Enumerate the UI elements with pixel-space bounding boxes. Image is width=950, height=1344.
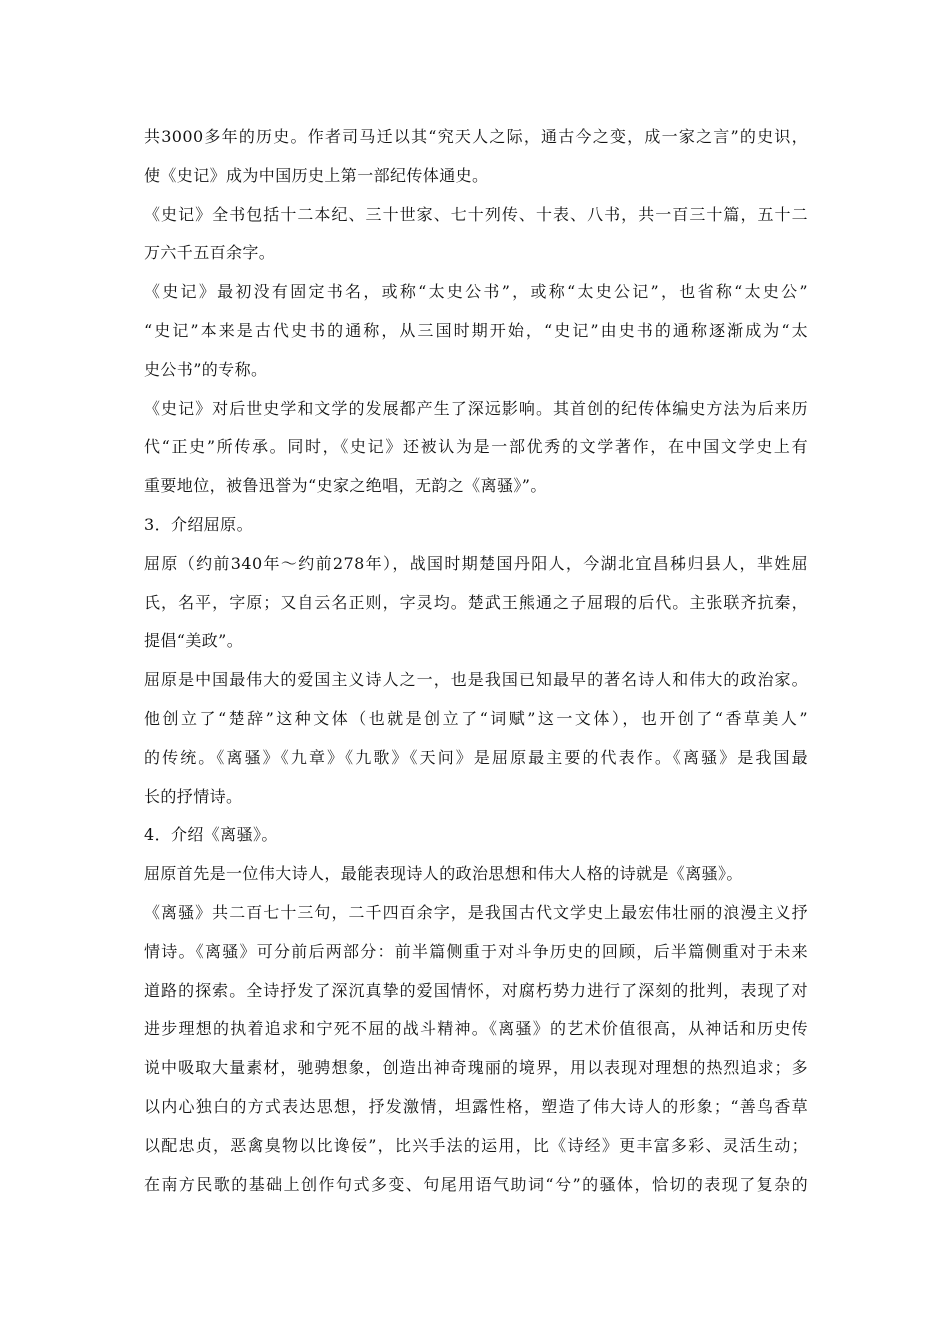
text-line: 屈原是中国最伟大的爱国主义诗人之一，也是我国已知最早的著名诗人和伟大的政治家。 bbox=[144, 670, 808, 690]
document-body bbox=[144, 118, 808, 1204]
text-line: 在南方民歌的基础上创作句式多变、句尾用语气助词“兮”的骚体，恰切的表现了复杂的 bbox=[144, 1174, 808, 1194]
text-line: 的传统。《离骚》《九章》《九歌》《天问》是屈原最主要的代表作。《离骚》是我国最 bbox=[144, 747, 808, 767]
text-line: 《史记》最初没有固定书名，或称“太史公书”，或称“太史公记”，也省称“太史公” bbox=[144, 282, 808, 302]
text-line: 《史记》对后世史学和文学的发展都产生了深远影响。其首创的纪传体编史方法为后来历 bbox=[144, 398, 808, 418]
text-line: 道路的探索。全诗抒发了深沉真挚的爱国情怀，对腐朽势力进行了深刻的批判，表现了对 bbox=[144, 980, 808, 1000]
text-line: 氏，名平，字原；又自云名正则，字灵均。楚武王熊通之子屈瑕的后代。主张联齐抗秦， bbox=[144, 592, 808, 612]
text-line: 4．介绍《离骚》。 bbox=[144, 825, 278, 845]
text-line: 屈原首先是一位伟大诗人，最能表现诗人的政治思想和伟大人格的诗就是《离骚》。 bbox=[144, 864, 743, 884]
text-line: “史记”本来是古代史书的通称，从三国时期开始，“史记”由史书的通称逐渐成为“太 bbox=[144, 320, 808, 340]
text-line: 说中吸取大量素材，驰骋想象，创造出神奇瑰丽的境界，用以表现对理想的热烈追求；多 bbox=[144, 1058, 808, 1078]
text-line: 他创立了“楚辞”这种文体（也就是创立了“词赋”这一文体），也开创了“香草美人” bbox=[144, 708, 808, 728]
text-line: 3．介绍屈原。 bbox=[144, 514, 253, 534]
text-line: 以配忠贞，恶禽臭物以比谗佞”，比兴手法的运用，比《诗经》更丰富多彩、灵活生动； bbox=[144, 1135, 808, 1155]
text-line: 共3000多年的历史。作者司马迁以其“究天人之际，通古今之变，成一家之言”的史识， bbox=[144, 127, 808, 146]
text-line: 提倡“美政”。 bbox=[144, 631, 244, 651]
text-line: 以内心独白的方式表达思想，抒发激情，坦露性格，塑造了伟大诗人的形象；“善鸟香草 bbox=[144, 1096, 808, 1116]
text-line: 《史记》全书包括十二本纪、三十世家、七十列传、十表、八书，共一百三十篇，五十二 bbox=[144, 204, 808, 224]
text-line: 情诗。《离骚》可分前后两部分：前半篇侧重于对斗争历史的回顾，后半篇侧重对于未来 bbox=[144, 941, 808, 961]
text-line: 使《史记》成为中国历史上第一部纪传体通史。 bbox=[144, 165, 489, 185]
text-line: 屈原（约前340年～约前278年），战国时期楚国丹阳人，今湖北宜昌秭归县人，芈姓屈 bbox=[144, 553, 808, 573]
text-line: 进步理想的执着追求和宁死不屈的战斗精神。《离骚》的艺术价值很高，从神话和历史传 bbox=[144, 1019, 808, 1039]
text-line: 代“正史”所传承。同时，《史记》还被认为是一部优秀的文学著作，在中国文学史上有 bbox=[144, 437, 808, 457]
text-line: 重要地位，被鲁迅誉为“史家之绝唱，无韵之《离骚》”。 bbox=[144, 476, 547, 496]
text-line: 长的抒情诗。 bbox=[144, 786, 243, 806]
text-line: 史公书”的专称。 bbox=[144, 359, 268, 379]
text-line: 《离骚》共二百七十三句，二千四百余字，是我国古代文学史上最宏伟壮丽的浪漫主义抒 bbox=[144, 902, 808, 922]
text-line: 万六千五百余字。 bbox=[144, 243, 276, 263]
